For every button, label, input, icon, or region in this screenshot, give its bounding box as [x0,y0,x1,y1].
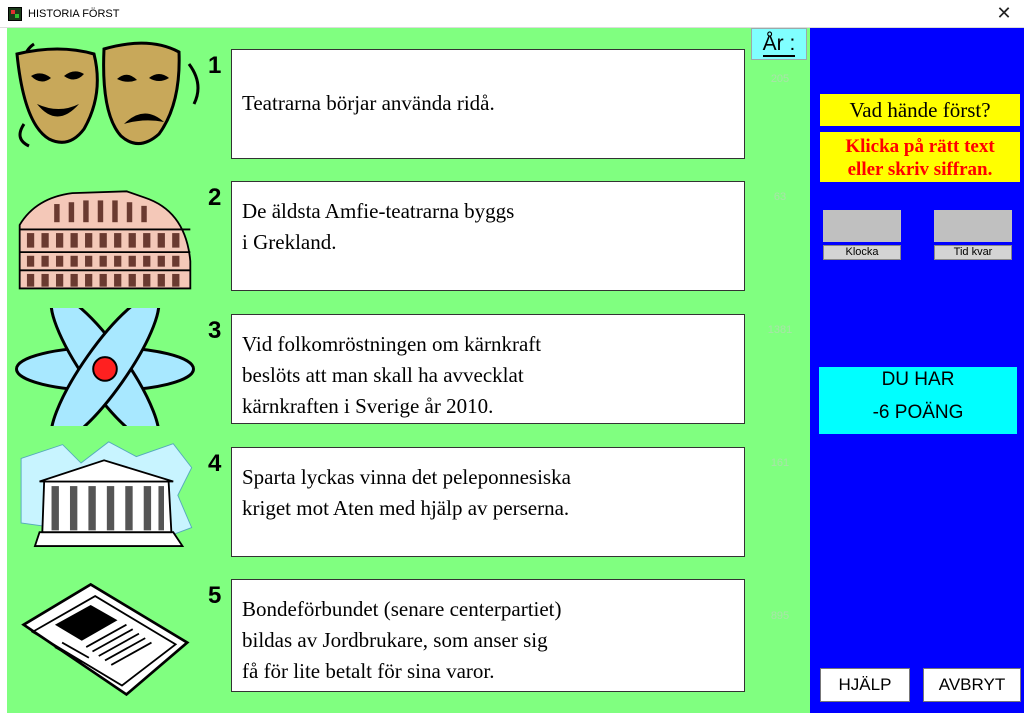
event-text-line: kärnkraften i Sverige år 2010. [242,394,494,418]
clock-display [823,210,901,242]
event-text-line: beslöts att man skall ha avvecklat [242,363,524,387]
instruction-line: Klicka på rätt text [845,136,995,157]
event-text-line: Teatrarna börjar använda ridå. [242,91,495,115]
theatre-masks-icon [9,34,201,152]
instruction-box [820,132,1020,182]
event-text-line: Bondeförbundet (senare centerpartiet) [242,597,562,621]
clock-label: Klocka [823,245,901,260]
event-text-line: få för lite betalt för sina varor. [242,659,495,683]
event-text-line: bildas av Jordbrukare, som anser sig [242,628,548,652]
score-heading: DU HAR [881,369,955,390]
event-year-2: 63 [773,191,787,203]
event-text-line: kriget mot Aten med hjälp av perserna. [242,496,570,520]
event-number-1: 1 [208,52,222,79]
title-bar [0,0,1024,28]
window-title: HISTORIA FÖRST [28,8,120,20]
event-number-5: 5 [208,582,222,609]
close-button[interactable] [984,0,1024,27]
score-value: -6 POÄNG [872,402,964,423]
event-text-line: i Grekland. [242,230,337,254]
help-button[interactable]: HJÄLP [820,668,910,702]
greek-temple-icon [9,440,201,558]
event-card-2[interactable] [231,181,745,291]
time-left-display [934,210,1012,242]
event-card-4[interactable] [231,447,745,557]
game-area [7,28,1024,713]
events-panel [7,28,810,713]
app-icon [8,7,22,21]
cancel-button[interactable]: AVBRYT [923,668,1021,702]
event-year-4: 161 [770,457,790,469]
event-number-4: 4 [208,450,222,477]
event-year-3: 1381 [767,324,793,336]
score-box [819,367,1017,434]
event-text-line: Sparta lyckas vinna det peleponnesiska [242,465,571,489]
time-left-label: Tid kvar [934,245,1012,260]
event-number-2: 2 [208,184,222,211]
newspaper-icon [9,580,201,698]
event-year-1: 205 [770,73,790,85]
instruction-line: eller skriv siffran. [847,159,993,180]
event-card-5[interactable] [231,579,745,692]
event-year-5: 895 [770,610,790,622]
event-text-line: De äldsta Amfie-teatrarna byggs [242,199,515,223]
year-header: År : [751,28,807,60]
event-card-3[interactable] [231,314,745,424]
control-panel [810,28,1024,713]
atom-icon [9,308,201,426]
colosseum-icon [9,175,201,293]
question-box: Vad hände först? [820,94,1020,126]
close-icon: ✕ [996,3,1012,23]
event-number-3: 3 [208,317,222,344]
event-card-1[interactable] [231,49,745,159]
event-text-line: Vid folkomröstningen om kärnkraft [242,332,542,356]
